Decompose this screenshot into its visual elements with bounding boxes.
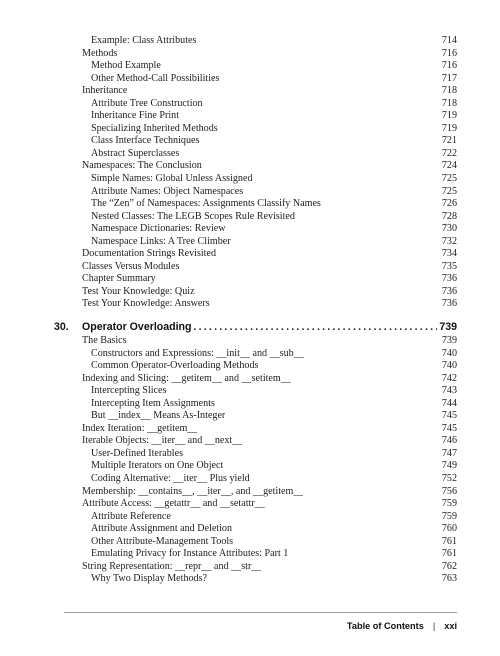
toc-entry[interactable] (82, 398, 457, 411)
chapter-page-number: 739 (439, 321, 457, 333)
toc-entry-title: Test Your Knowledge: Quiz (82, 285, 195, 297)
toc-entry-page: 730 (441, 223, 457, 235)
toc-entry-page: 761 (441, 548, 457, 560)
toc-entry-page: 746 (441, 435, 457, 447)
toc-entry-page: 762 (441, 560, 457, 572)
toc-entry-title: Intercepting Item Assignments (91, 397, 215, 409)
toc-entry-page: 714 (441, 35, 457, 46)
toc-entry-page: 759 (441, 498, 457, 510)
toc-entry[interactable] (82, 173, 457, 186)
toc-entry[interactable] (82, 536, 457, 549)
toc-entry[interactable] (82, 410, 457, 423)
toc-entry[interactable] (82, 435, 457, 448)
toc-entry[interactable] (82, 186, 457, 199)
chapter-number: 30. (54, 321, 69, 333)
toc-entry-title: Methods (82, 47, 118, 59)
toc-entry-title: Emulating Privacy for Instance Attributes: Part 1 (91, 548, 289, 560)
toc-entry-title: Multiple Iterators on One Object (91, 460, 224, 472)
toc-entry[interactable] (82, 473, 457, 486)
toc-entry-page: 752 (441, 473, 457, 485)
chapter-heading-30[interactable] (54, 321, 457, 333)
toc-entry[interactable] (82, 98, 457, 111)
toc-entry-title: Attribute Tree Construction (91, 97, 203, 109)
toc-entry-title: Membership: __contains__, __iter__, and __getitem__ (82, 485, 304, 497)
toc-entry-title: Simple Names: Global Unless Assigned (91, 173, 253, 185)
toc-entry-page: 756 (441, 485, 457, 497)
toc-entry-title: String Representation: __repr__ and __str__ (82, 560, 262, 572)
toc-entry[interactable] (82, 335, 457, 348)
toc-entry[interactable] (82, 60, 457, 73)
toc-entry-page: 725 (441, 185, 457, 197)
toc-entry[interactable] (82, 348, 457, 361)
toc-entry[interactable] (82, 135, 457, 148)
toc-entry[interactable] (82, 548, 457, 561)
toc-entry-page: 732 (441, 235, 457, 247)
toc-section-chapter-29-continued (82, 35, 457, 311)
toc-entry-title: Iterable Objects: __iter__ and __next__ (82, 435, 243, 447)
footer-divider (64, 612, 457, 613)
toc-entry[interactable] (82, 460, 457, 473)
toc-entry[interactable] (82, 248, 457, 261)
toc-entry-page: 718 (441, 97, 457, 109)
toc-entry-page: 726 (441, 198, 457, 210)
toc-entry-title: Common Operator-Overloading Methods (91, 360, 259, 372)
toc-entry[interactable] (82, 561, 457, 574)
toc-entry[interactable] (82, 35, 457, 48)
toc-entry-title: Inheritance Fine Print (91, 110, 180, 122)
toc-entry[interactable] (82, 523, 457, 536)
toc-entry[interactable] (82, 286, 457, 299)
toc-entry[interactable] (82, 236, 457, 249)
toc-entry-title: Attribute Names: Object Namespaces (91, 185, 244, 197)
toc-entry-title: Intercepting Slices (91, 385, 167, 397)
toc-section-chapter-30 (82, 335, 457, 586)
toc-entry[interactable] (82, 498, 457, 511)
toc-entry-title: Why Two Display Methods? (91, 573, 208, 585)
toc-entry[interactable] (82, 73, 457, 86)
toc-entry-title: Namespaces: The Conclusion (82, 160, 202, 172)
toc-entry-title: User-Defined Iterables (91, 447, 183, 459)
toc-entry[interactable] (82, 48, 457, 61)
toc-entry-page: 716 (441, 47, 457, 59)
toc-entry-page: 745 (441, 410, 457, 422)
toc-entry-title: Coding Alternative: __iter__ Plus yield (91, 473, 250, 485)
toc-entry-page: 719 (441, 122, 457, 134)
toc-entry-title: Class Interface Techniques (91, 135, 200, 147)
toc-entry[interactable] (82, 123, 457, 136)
toc-entry-page: 740 (441, 360, 457, 372)
toc-entry-page: 744 (441, 397, 457, 409)
toc-entry[interactable] (82, 211, 457, 224)
toc-entry-title: Attribute Access: __getattr__ and __setattr__ (82, 498, 265, 510)
toc-entry-title: Indexing and Slicing: __getitem__ and __setitem__ (82, 372, 291, 384)
toc-entry[interactable] (82, 160, 457, 173)
toc-entry[interactable] (82, 385, 457, 398)
toc-entry-title: Method Example (91, 60, 161, 72)
toc-entry[interactable] (82, 273, 457, 286)
toc-entry-title: Abstract Superclasses (91, 147, 180, 159)
toc-entry-page: 736 (441, 273, 457, 285)
toc-entry-title: Index Iteration: __getitem__ (82, 422, 198, 434)
leader-dots (194, 321, 438, 333)
toc-entry-page: 761 (441, 535, 457, 547)
toc-entry-page: 760 (441, 523, 457, 535)
toc-entry[interactable] (82, 85, 457, 98)
footer-label: Table of Contents (346, 621, 424, 631)
toc-entry-page: 721 (441, 135, 457, 147)
toc-entry-page: 716 (441, 60, 457, 72)
toc-entry[interactable] (82, 261, 457, 274)
toc-entry-page: 763 (441, 573, 457, 585)
toc-entry[interactable] (82, 198, 457, 211)
toc-entry-page: 724 (441, 160, 457, 172)
footer-separator: | (432, 621, 436, 631)
toc-entry-title: Namespace Dictionaries: Review (91, 223, 226, 235)
toc-entry-title: But __index__ Means As-Integer (91, 410, 226, 422)
toc-entry-title: Example: Class Attributes (91, 35, 197, 46)
toc-entry-title: Namespace Links: A Tree Climber (91, 235, 231, 247)
toc-entry-title: Attribute Assignment and Deletion (91, 523, 233, 535)
toc-entry-page: 745 (441, 422, 457, 434)
toc-entry-title: Other Attribute-Management Tools (91, 535, 234, 547)
toc-entry-page: 736 (441, 298, 457, 310)
chapter-title: Operator Overloading (82, 321, 192, 333)
page-footer (347, 621, 457, 631)
toc-entry-page: 719 (441, 110, 457, 122)
toc-entry-page: 740 (441, 347, 457, 359)
toc-entry-page: 734 (441, 248, 457, 260)
toc-entry-page: 739 (441, 335, 457, 346)
toc-entry-title: Classes Versus Modules (82, 260, 180, 272)
toc-entry[interactable] (82, 573, 457, 586)
toc-entry-page: 717 (441, 72, 457, 84)
footer-page-number: xxi (444, 621, 457, 631)
toc-entry-title: The Basics (82, 335, 127, 346)
toc-entry[interactable] (82, 148, 457, 161)
toc-entry-page: 725 (441, 173, 457, 185)
toc-entry-page: 742 (441, 372, 457, 384)
toc-entry-page: 728 (441, 210, 457, 222)
toc-entry-page: 747 (441, 447, 457, 459)
toc-entry[interactable] (82, 298, 457, 311)
toc-entry-page: 735 (441, 260, 457, 272)
toc-entry[interactable] (82, 360, 457, 373)
toc-entry-title: Constructors and Expressions: __init__ and __sub__ (91, 347, 304, 359)
toc-entry-title: Documentation Strings Revisited (82, 248, 217, 260)
toc-entry[interactable] (82, 373, 457, 386)
toc-entry[interactable] (82, 486, 457, 499)
toc-entry-title: Inheritance (82, 85, 128, 97)
toc-entry[interactable] (82, 511, 457, 524)
toc-entry-page: 722 (441, 147, 457, 159)
toc-entry-page: 736 (441, 285, 457, 297)
toc-entry-title: Specializing Inherited Methods (91, 122, 218, 134)
toc-entry[interactable] (82, 223, 457, 236)
toc-entry-page: 743 (441, 385, 457, 397)
toc-entry-title: The “Zen” of Namespaces: Assignments Classify Names (91, 198, 321, 210)
toc-entry[interactable] (82, 110, 457, 123)
toc-entry[interactable] (82, 423, 457, 436)
toc-entry-page: 718 (441, 85, 457, 97)
toc-entry-title: Chapter Summary (82, 273, 156, 285)
toc-entry-page: 759 (441, 510, 457, 522)
toc-entry[interactable] (82, 448, 457, 461)
toc-entry-title: Test Your Knowledge: Answers (82, 298, 210, 310)
toc-entry-page: 749 (441, 460, 457, 472)
toc-entry-title: Attribute Reference (91, 510, 171, 522)
toc-entry-title: Nested Classes: The LEGB Scopes Rule Revisited (91, 210, 295, 222)
toc-entry-title: Other Method-Call Possibilities (91, 72, 220, 84)
